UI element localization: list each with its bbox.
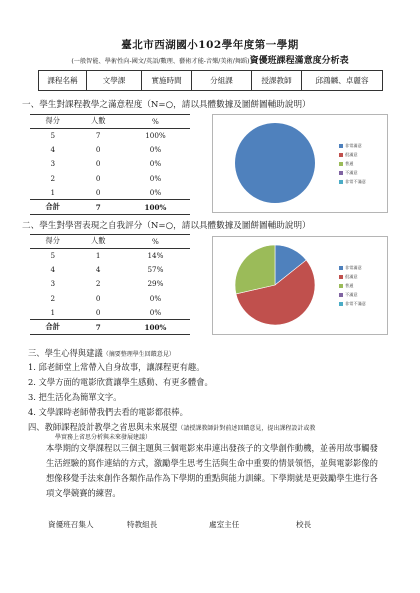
section4-paragraph: 本學期的文學課程以三個主題與三個電影來串連出發孩子的文學創作動機，並善用故事觸發生活經驗的寫作連結的方式，激勵學生思考生活與生命中重要的情景領悟，並與電影影像的想像移覺手法來創作各類作品作為下學期的重點與能力訓練。下學期就是更鼓勵學生進行各項文學競賽的練習。: [46, 443, 378, 498]
legend-swatch: [339, 171, 343, 175]
cell: 0: [95, 145, 101, 155]
cell: 29%: [147, 279, 164, 289]
cell: 7: [75, 320, 120, 334]
legend-label: 非常不滿意: [345, 179, 366, 184]
header-score: 得分: [30, 235, 75, 249]
legend-label: 很滿意: [345, 152, 358, 157]
section4-note-2: 學實務上省思分析與未來發展建議）: [55, 434, 152, 441]
teacher-value: 邱鴻麟、卓麗容: [302, 71, 383, 91]
document-title: 臺北市西湖國小102學年度第一學期: [121, 39, 299, 51]
section3-heading-line: [28, 347, 175, 359]
table-row: [30, 262, 190, 276]
legend-swatch: [339, 180, 343, 184]
section4-heading: 四、教師課程設計教學之省思與未來展望: [28, 422, 178, 432]
legend-swatch: [339, 162, 343, 166]
cell: 4: [50, 265, 56, 275]
legend-swatch: [339, 153, 343, 157]
cell: 2: [95, 279, 101, 289]
cell: 0%: [149, 145, 162, 155]
cell: 3: [50, 279, 56, 289]
cell: 57%: [147, 265, 164, 275]
legend-label: 很滿意: [345, 274, 358, 279]
legend-label: 不滿意: [345, 292, 358, 297]
course-info-table: [38, 70, 383, 91]
section3-note: （摘要整理學生回饋意見）: [102, 351, 175, 358]
list-item: 4. 文學課時老師帶我們去看的電影都很棒。: [28, 407, 188, 417]
section2-table: [30, 234, 190, 335]
subtitle-main: 資優班課程滿意度分析表: [249, 56, 349, 66]
section3-heading: 三、學生心得與建議: [28, 348, 103, 358]
legend-entry: [339, 263, 366, 272]
pie-slice: [235, 123, 315, 203]
cell: 2: [50, 293, 56, 303]
table-header-row: [30, 115, 190, 129]
legend-swatch: [339, 275, 343, 279]
pie-chart-1-svg: [213, 115, 339, 212]
pie-chart-1-legend: [339, 141, 366, 186]
list-item: 2. 文學方面的電影欣賞讓學生感動、有更多體會。: [28, 377, 213, 387]
table-row: [30, 157, 190, 171]
table-row: [30, 291, 190, 305]
legend-swatch: [339, 144, 343, 148]
legend-entry: [339, 168, 366, 177]
list-item: 1. 邱老師堂上常帶入自身故事，讓課程更有趣。: [28, 362, 205, 372]
section1-table: [30, 114, 190, 215]
header-score: 得分: [30, 115, 75, 129]
cell: 7: [75, 200, 120, 214]
legend-label: 普通: [345, 283, 354, 288]
cell: 0%: [149, 308, 162, 317]
table-row: [30, 277, 190, 291]
pie-slice: [235, 245, 275, 294]
cell: 合計: [30, 200, 75, 214]
cell: 0: [95, 188, 101, 197]
table-header-row: [30, 235, 190, 249]
legend-entry: [339, 177, 366, 186]
cell: 3: [50, 159, 56, 169]
legend-entry: [339, 150, 366, 159]
cell: 1: [95, 250, 101, 260]
header-percent: %: [121, 235, 190, 249]
legend-swatch: [339, 302, 343, 306]
document-subtitle: [30, 53, 390, 66]
table-row: [30, 248, 190, 262]
section4-note-1: （請授課教師針對前述回饋意見，提出課程設計或教: [177, 425, 316, 432]
header-percent: %: [121, 115, 190, 129]
pie-chart-2-legend: [339, 263, 366, 308]
course-name-value: 文學課: [87, 71, 142, 91]
legend-entry: [339, 141, 366, 150]
course-name-label: 課程名稱: [39, 71, 87, 91]
legend-label: 非常滿意: [345, 265, 362, 270]
table-row: [30, 142, 190, 156]
legend-entry: [339, 299, 366, 308]
cell: 5: [50, 130, 56, 140]
legend-swatch: [339, 293, 343, 297]
cell: 0%: [149, 173, 162, 183]
cell: 100%: [121, 320, 190, 334]
cell: 0: [95, 159, 101, 169]
cell: 0%: [149, 293, 162, 303]
header-count: 人數: [75, 235, 120, 249]
legend-swatch: [339, 266, 343, 270]
legend-entry: [339, 272, 366, 281]
cell: 0%: [149, 188, 162, 197]
cell: 1: [50, 308, 56, 317]
legend-label: 不滿意: [345, 170, 358, 175]
cell: 1: [50, 188, 56, 197]
legend-label: 非常不滿意: [345, 301, 366, 306]
cell: 0%: [149, 159, 162, 169]
table-total-row: [30, 200, 190, 214]
legend-label: 非常滿意: [345, 143, 362, 148]
pie-chart-2: [212, 236, 388, 335]
cell: 14%: [147, 250, 164, 260]
teacher-label: 授課教師: [252, 71, 302, 91]
signature-director: 處室主任: [209, 520, 240, 529]
cell: 7: [95, 130, 101, 140]
table-row: [30, 186, 190, 200]
cell: 5: [50, 250, 56, 260]
signature-special-ed-head: 特教組長: [127, 520, 158, 529]
subtitle-categories: (一般智能、學術性向-國文/英語/數理、藝術才能-音樂/美術/舞蹈): [71, 58, 250, 65]
cell: 100%: [121, 200, 190, 214]
cell: 4: [50, 145, 56, 155]
list-item: 3. 把生活化為簡單文字。: [28, 392, 122, 402]
section1-heading: 一、學生對課程教學之滿意程度（N=○，請以具體數據及圖餅圖輔助說明）: [22, 100, 311, 110]
cell: 合計: [30, 320, 75, 334]
legend-entry: [339, 159, 366, 168]
cell: 0: [95, 173, 101, 183]
pie-chart-1: [212, 114, 388, 213]
cell: 100%: [145, 130, 166, 140]
legend-entry: [339, 290, 366, 299]
cell: 4: [95, 265, 101, 275]
pie-chart-2-svg: [213, 237, 339, 334]
table-total-row: [30, 320, 190, 334]
signature-coordinator: 資優班召集人: [48, 520, 94, 529]
time-label: 實施時間: [142, 71, 192, 91]
cell: 2: [50, 173, 56, 183]
signature-principal: 校長: [296, 520, 312, 529]
cell: 0: [95, 293, 101, 303]
section2-heading: 二、學生對學習表現之自我評分（N=○，請以具體數據及圖餅圖輔助說明）: [22, 221, 311, 231]
legend-label: 普通: [345, 161, 354, 166]
table-row: [30, 306, 190, 320]
table-row: [30, 128, 190, 142]
cell: 0: [95, 308, 101, 317]
table-row: [30, 171, 190, 185]
header-count: 人數: [75, 115, 120, 129]
legend-entry: [339, 281, 366, 290]
time-value: 分組課: [192, 71, 252, 91]
legend-swatch: [339, 284, 343, 288]
